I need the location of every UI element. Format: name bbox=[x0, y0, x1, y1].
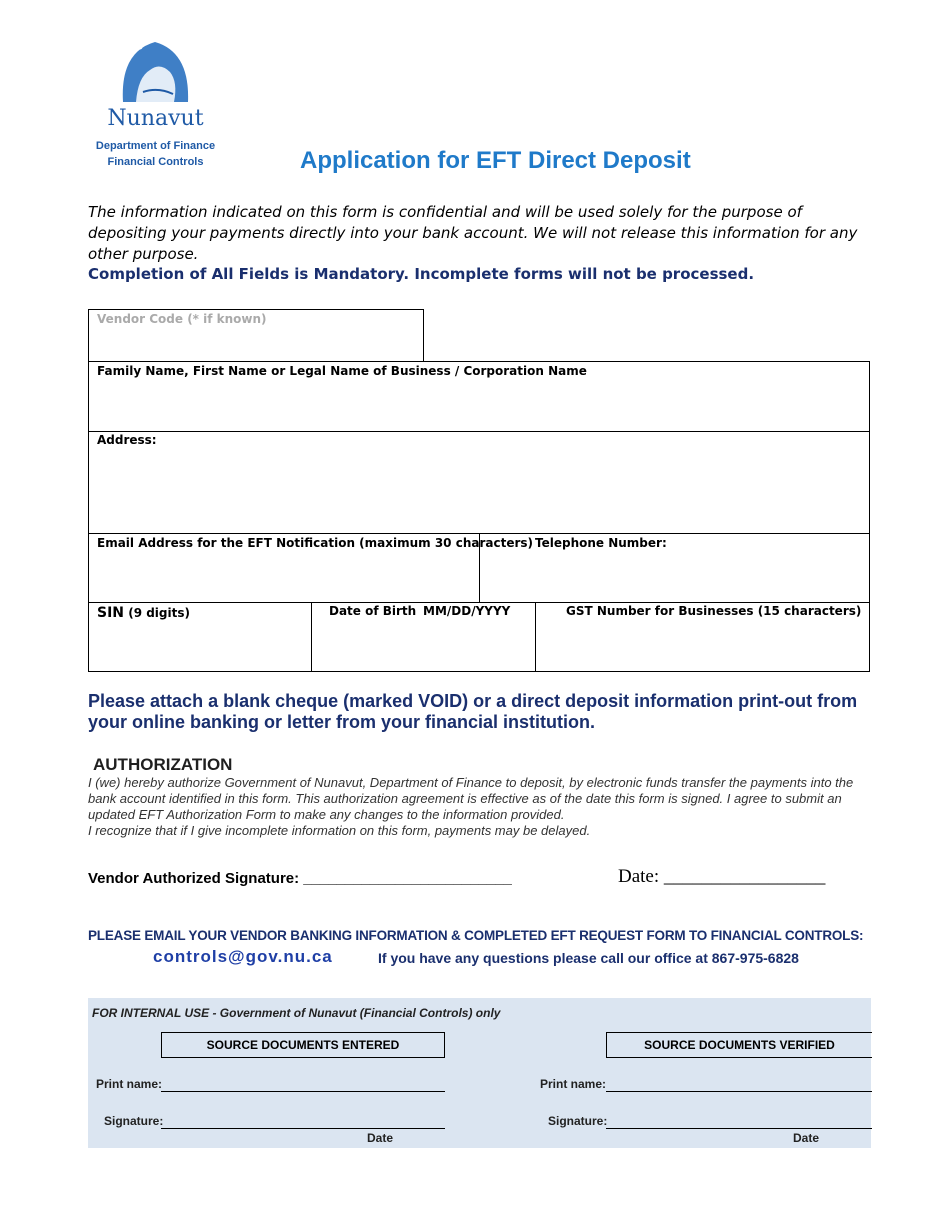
entered-signature-line[interactable] bbox=[161, 1128, 445, 1129]
telephone-label: Telephone Number: bbox=[535, 536, 667, 550]
source-entered-box: SOURCE DOCUMENTS ENTERED bbox=[161, 1032, 445, 1058]
page-title: Application for EFT Direct Deposit bbox=[300, 147, 691, 174]
intro-text: The information indicated on this form is confidential and will be used solely for the purpose of depositing your payments directly into your bank account. We will not release this information for any other purpose. bbox=[88, 203, 858, 263]
internal-use-heading: FOR INTERNAL USE - Government of Nunavut (Financial Controls) only bbox=[92, 1006, 501, 1020]
attach-notice: Please attach a blank cheque (marked VOID) or a direct deposit information print-out from your online banking or letter from your financial institution. bbox=[88, 691, 858, 732]
source-verified-box: SOURCE DOCUMENTS VERIFIED bbox=[606, 1032, 872, 1058]
verified-print-name-label: Print name: bbox=[540, 1077, 607, 1091]
address-label: Address: bbox=[97, 433, 157, 447]
authorization-text bbox=[88, 775, 878, 839]
logo-department: Department of Finance bbox=[95, 140, 216, 152]
sin-label bbox=[97, 605, 190, 621]
dob-format-label: MM/DD/YYYY bbox=[423, 604, 511, 618]
sin-label-main: SIN bbox=[97, 605, 125, 621]
signature-date-line[interactable]: Date: _________________ bbox=[618, 866, 826, 887]
address-field[interactable] bbox=[88, 431, 870, 534]
entered-print-name-label: Print name: bbox=[96, 1077, 163, 1091]
entered-print-name-line[interactable] bbox=[161, 1091, 445, 1092]
dob-label: Date of Birth bbox=[329, 604, 417, 618]
authorization-text-1: I (we) hereby authorize Government of Nunavut, Department of Finance to deposit, by electronic funds transfer the payments into the bank account identified in this form. This authorization agreement is effective as of the date this form is signed. I agree to submit an updated EFT Authorization Form to make any changes to the information provided. bbox=[88, 775, 854, 822]
vendor-code-label: Vendor Code (* if known) bbox=[97, 312, 267, 326]
verified-signature-line[interactable] bbox=[606, 1128, 872, 1129]
sin-label-note: (9 digits) bbox=[128, 606, 190, 620]
verified-print-name-line[interactable] bbox=[606, 1091, 872, 1092]
vendor-signature-line[interactable]: Vendor Authorized Signature: _________________________ bbox=[88, 870, 512, 887]
authorization-heading: AUTHORIZATION bbox=[93, 755, 233, 774]
contact-email-link[interactable]: controls@gov.nu.ca bbox=[153, 947, 333, 966]
internal-use-panel bbox=[88, 998, 871, 1148]
contact-phone: If you have any questions please call our office at 867-975-6828 bbox=[378, 950, 799, 966]
authorization-text-2: I recognize that if I give incomplete information on this form, payments may be delayed. bbox=[88, 823, 591, 838]
mandatory-notice: Completion of All Fields is Mandatory. Incomplete forms will not be processed. bbox=[88, 265, 755, 283]
logo-wordmark: Nunavut bbox=[107, 106, 204, 131]
gst-label: GST Number for Businesses (15 characters) bbox=[566, 604, 862, 618]
verified-date-label: Date bbox=[793, 1131, 820, 1145]
email-label: Email Address for the EFT Notification (maximum 30 characters) bbox=[97, 536, 534, 550]
verified-signature-label: Signature: bbox=[548, 1114, 608, 1128]
email-instructions: PLEASE EMAIL YOUR VENDOR BANKING INFORMATION & COMPLETED EFT REQUEST FORM TO FINANCIAL CONTROLS: bbox=[88, 928, 864, 943]
logo-division: Financial Controls bbox=[107, 156, 204, 168]
entered-date-label: Date bbox=[367, 1131, 394, 1145]
name-label: Family Name, First Name or Legal Name of Business / Corporation Name bbox=[97, 364, 587, 378]
entered-signature-label: Signature: bbox=[104, 1114, 164, 1128]
